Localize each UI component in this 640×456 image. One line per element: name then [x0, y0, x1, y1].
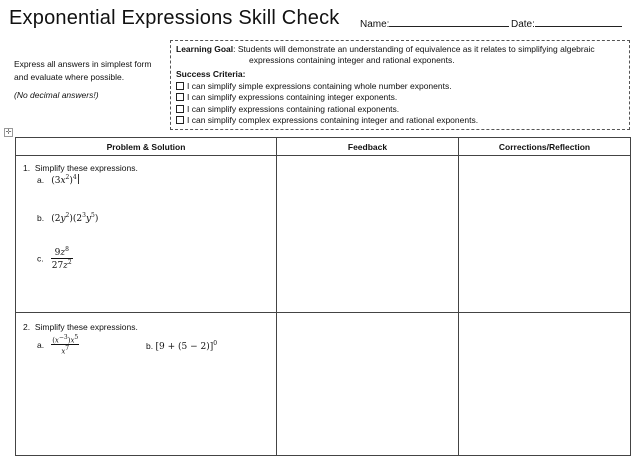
criteria-item[interactable]: I can simplify expressions containing integer exponents. — [176, 92, 478, 104]
q2a-expression: $\frac{(x^{-3})x^5}{x^7}$ — [52, 334, 79, 356]
table-header-row — [16, 138, 631, 156]
instructions-line2: and evaluate where possible. — [14, 71, 125, 82]
skill-check-table — [15, 137, 631, 456]
corrections-cell-2[interactable] — [459, 313, 631, 456]
corrections-cell-1[interactable] — [459, 156, 631, 313]
instructions — [14, 58, 174, 102]
q1c-label: c. — [37, 253, 44, 264]
success-criteria — [176, 69, 478, 127]
learning-goal-text-2: expressions containing integer and rational exponents. — [249, 55, 455, 65]
header-corrections: Corrections/Reflection — [459, 138, 631, 156]
criteria-item[interactable]: I can simplify expressions containing rational exponents. — [176, 104, 478, 116]
date-blank[interactable] — [535, 17, 622, 27]
q1-prompt: Simplify these expressions. — [34, 163, 138, 173]
table-row — [16, 156, 631, 313]
checkbox-icon[interactable] — [176, 105, 184, 113]
q1c-expression: $\frac{9z^8}{27z^2}$ — [51, 246, 72, 271]
q2b-expression: $[9 + (5 - 2)]^0$ — [155, 340, 218, 352]
name-field[interactable] — [360, 17, 509, 30]
q2b-label: b. — [146, 341, 154, 351]
problem-cell-1[interactable] — [16, 156, 277, 313]
feedback-cell-2[interactable] — [277, 313, 459, 456]
table-row — [16, 313, 631, 456]
header-feedback: Feedback — [277, 138, 459, 156]
q2-prompt: Simplify these expressions. — [34, 322, 138, 332]
checkbox-icon[interactable] — [176, 93, 184, 101]
success-criteria-label: Success Criteria: — [176, 69, 246, 79]
page-title: Exponential Expressions Skill Check — [9, 7, 340, 29]
feedback-cell-1[interactable] — [277, 156, 459, 313]
criteria-item[interactable]: I can simplify simple expressions containing whole number exponents. — [176, 81, 478, 93]
name-label: Name: — [360, 19, 390, 30]
instructions-line1: Express all answers in simplest form — [14, 59, 152, 69]
date-label: Date: — [511, 19, 535, 30]
q2-number: 2. — [23, 322, 31, 332]
checkbox-icon[interactable] — [176, 116, 184, 124]
date-field[interactable] — [511, 17, 622, 30]
q1-number: 1. — [23, 163, 31, 173]
problem-cell-2[interactable] — [16, 313, 277, 456]
q2a-label: a. — [37, 339, 45, 350]
checkbox-icon[interactable] — [176, 82, 184, 90]
q1a-label: a. — [37, 175, 45, 185]
learning-goal-text-1: : Students will demonstrate an understanding of equivalence as it relates to simplifying algebraic — [233, 44, 595, 54]
q1b-expression: $(2y^2)(2^3y^5)$ — [51, 212, 99, 224]
q1b-label: b. — [37, 213, 45, 223]
q1a-expression: $(3x^2)^4$ — [51, 174, 77, 186]
learning-goal — [176, 44, 626, 66]
name-blank[interactable] — [389, 17, 509, 27]
table-move-handle-icon[interactable]: ✛ — [5, 129, 12, 136]
text-cursor — [78, 174, 79, 184]
header-problem-solution: Problem & Solution — [16, 138, 277, 156]
instructions-note: (No decimal answers!) — [14, 90, 99, 100]
learning-goal-label: Learning Goal — [176, 44, 234, 54]
criteria-item[interactable]: I can simplify complex expressions containing integer and rational exponents. — [176, 115, 478, 127]
